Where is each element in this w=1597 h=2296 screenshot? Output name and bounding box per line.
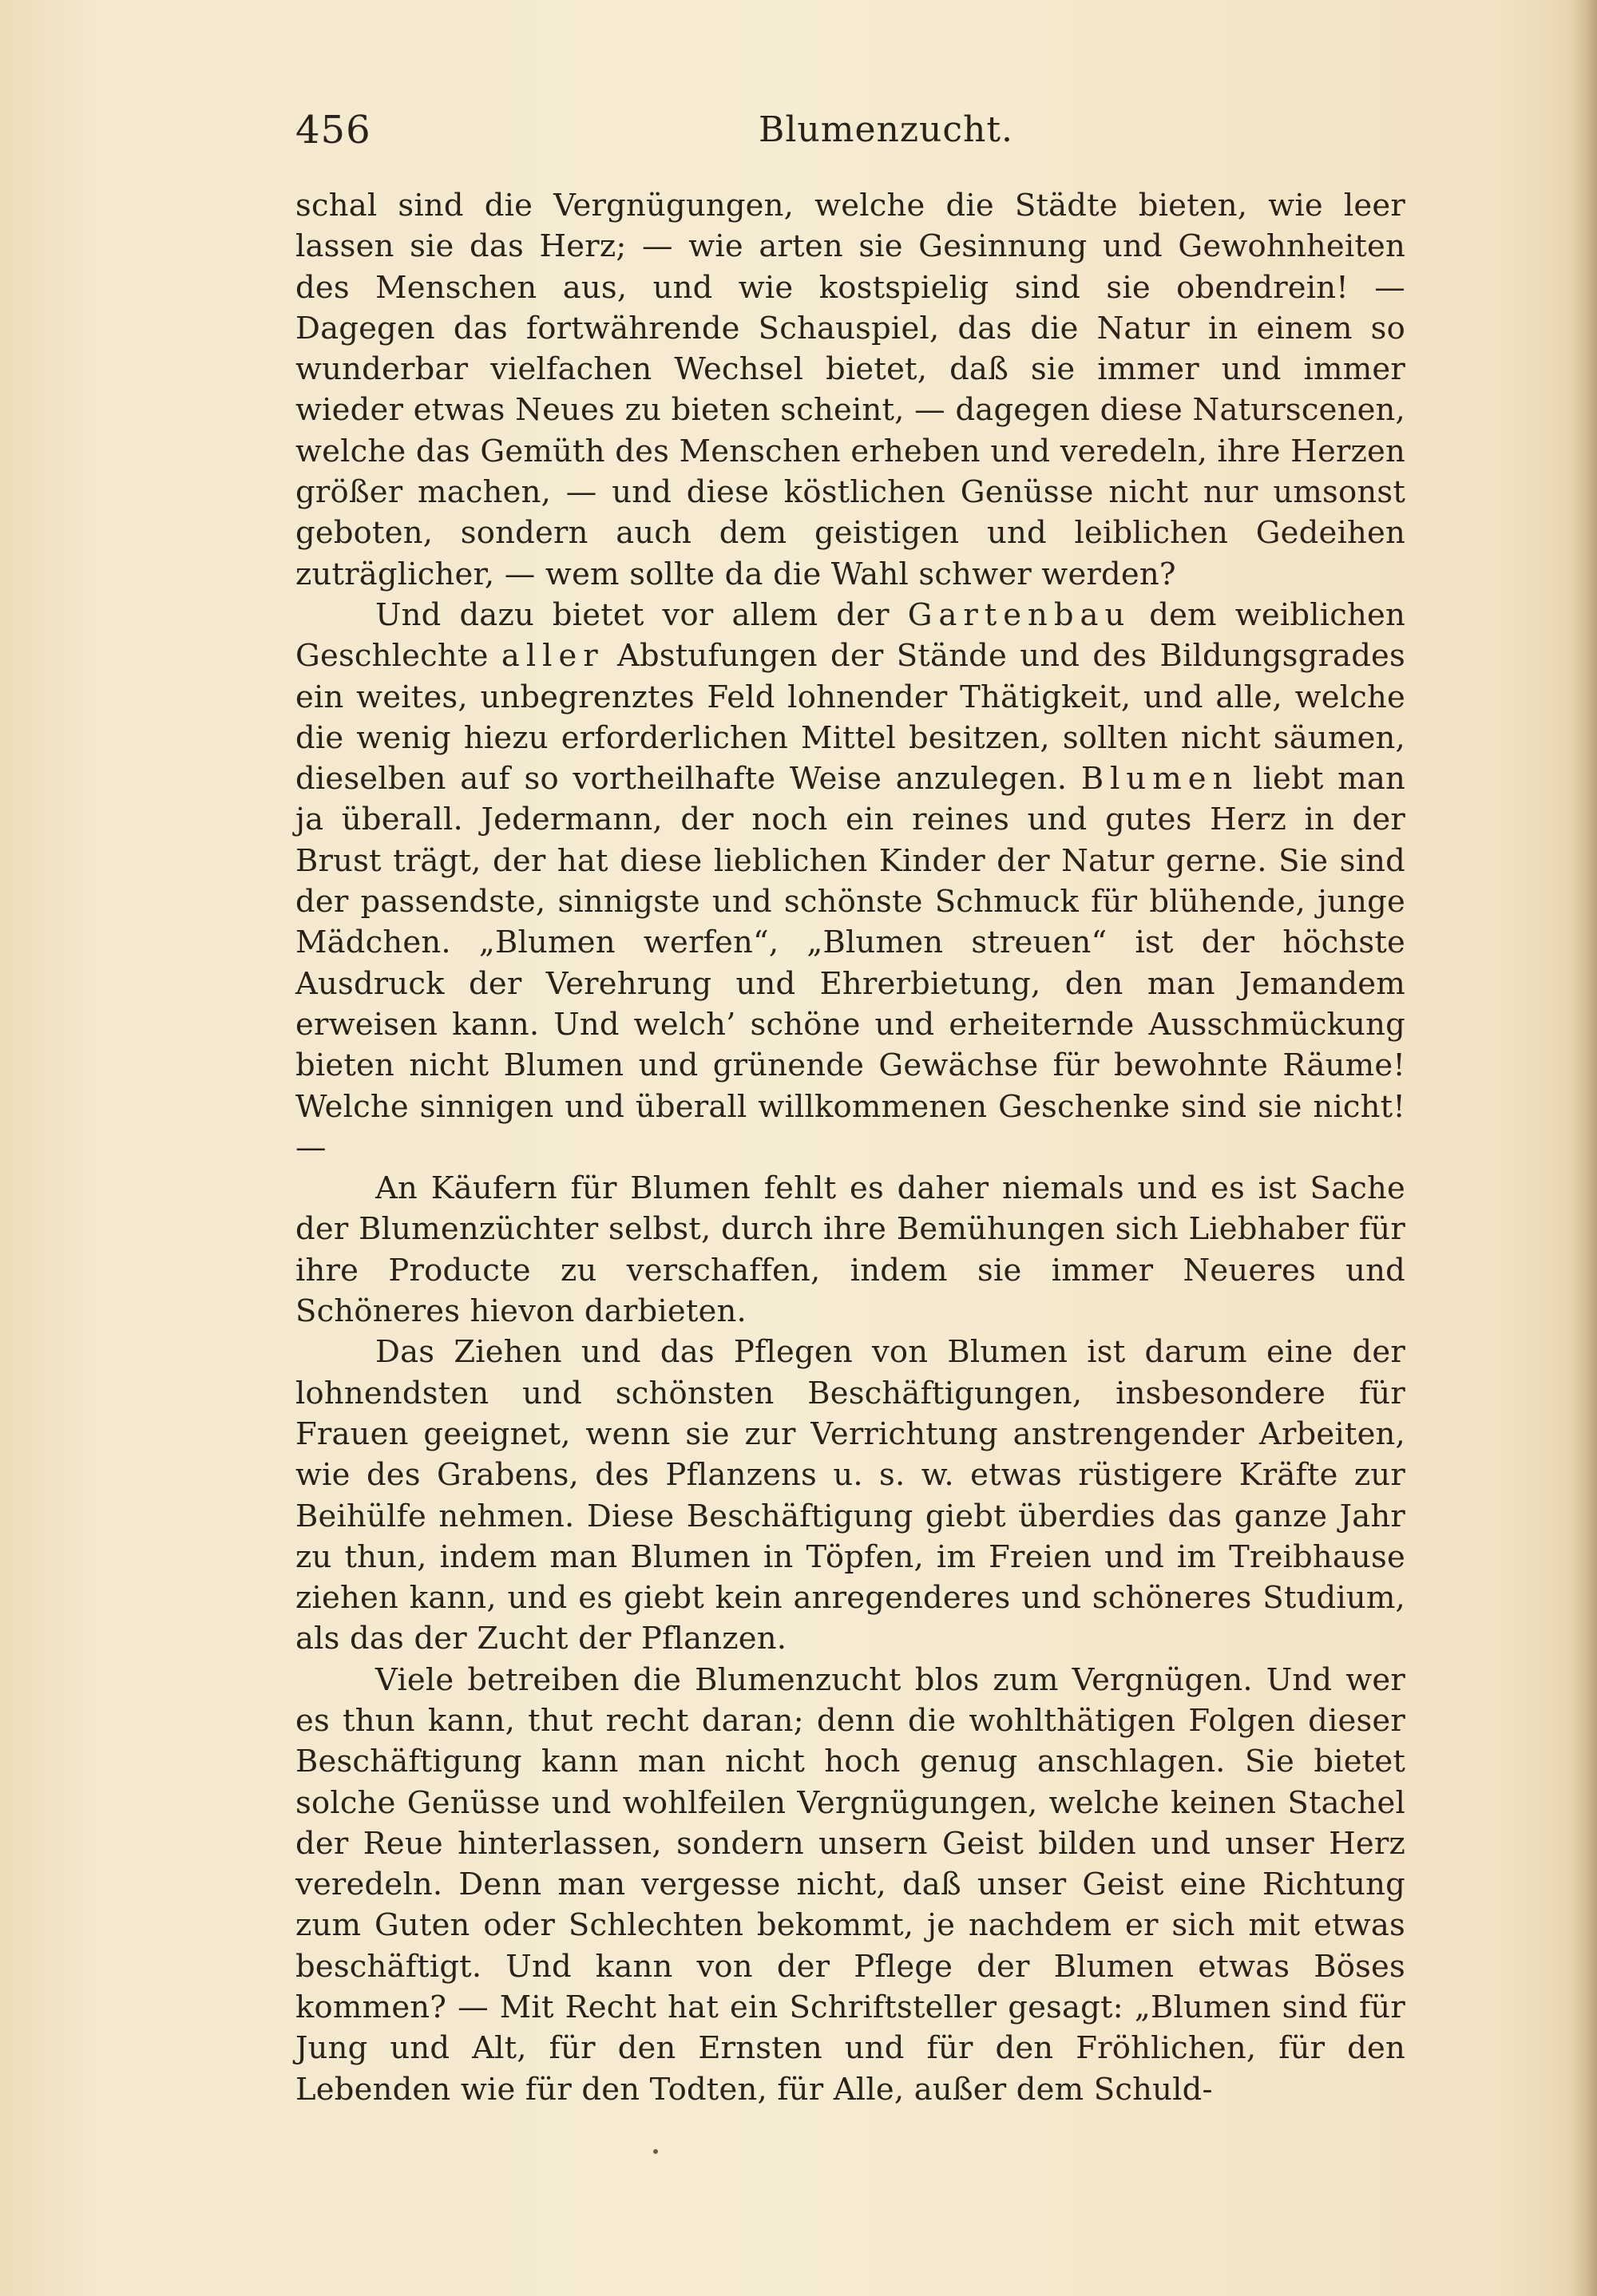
- text-run: liebt man ja überall. Jedermann, der noch ein reines und gutes Herz in der Brust trägt, der hat diese lieblichen Kinder der Natur gerne. Sie sind der passendste, sinnigste und schönste Schmuck für blühende, junge Mädchen. „Blumen werfen“, „Blumen streuen“ ist der höchste Ausdruck der Verehrung und Ehrerbietung, den man Jemandem erweisen kann. Und welch’ schöne und erheiternde Ausschmückung bieten nicht Blumen und grünende Gewächse für bewohnte Räume! Welche sinnigen und überall willkommenen Geschenke sind sie nicht! —: [295, 761, 1406, 1166]
- text-run: An Käufern für Blumen fehlt es daher niemals und es ist Sache der Blumenzüchter selbst, durch ihre Bemühungen sich Liebhaber für ihre Producte zu verschaffen, indem sie immer Neueres und Schöneres hievon darbieten.: [295, 1170, 1405, 1330]
- body-text: [295, 185, 1405, 2110]
- emphasized-text: Blumen: [1080, 761, 1239, 798]
- print-speck: [653, 2149, 658, 2154]
- text-run: Und dazu bietet vor allem der: [375, 596, 908, 633]
- emphasized-text: Gartenbau: [907, 596, 1131, 633]
- paragraph: [295, 185, 1405, 595]
- text-run: schal sind die Vergnügungen, welche die Städte bieten, wie leer lassen sie das Herz; — wie arten sie Gesinnung und Gewohnheiten des Menschen aus, und wie kostspielig sind sie obendrein! — Dagegen das fortwährende Schauspiel, das die Natur in einem so wunderbar vielfachen Wechsel bietet, daß sie immer und immer wieder etwas Neues zu bieten scheint, — dagegen diese Naturscenen, welche das Gemüth des Menschen erheben und veredeln, ihre Herzen größer machen, — und diese köstlichen Genüsse nicht nur umsonst geboten, sondern auch dem geistigen und leiblichen Gedeihen zuträglicher, — wem sollte da die Wahl schwer werden?: [295, 188, 1405, 592]
- page-number: 456: [295, 108, 371, 152]
- text-run: dem weiblichen Geschlechte: [295, 596, 1405, 675]
- page-edge-shadow: [1568, 0, 1597, 2296]
- text-run: Viele betreiben die Blumenzucht blos zum Vergnügen. Und wer es thun kann, thut recht daran; denn die wohlthätigen Folgen dieser Beschäftigung kann man nicht hoch genug anschlagen. Sie bietet solche Genüsse und wohlfeilen Vergnügungen, welche keinen Stachel der Reue hinterlassen, sondern unsern Geist bilden und unser Herz veredeln. Denn man vergesse nicht, daß unser Geist eine Richtung zum Guten oder Schlechten bekommt, je nachdem er sich mit etwas beschäftigt. Und kann von der Pflege der Blumen etwas Böses kommen? — Mit Recht hat ein Schriftsteller gesagt: „Blumen sind für Jung und Alt, für den Ernsten und für den Fröhlichen, für den Lebenden wie für den Todten, für Alle, außer dem Schuld-: [295, 1661, 1405, 2108]
- emphasized-text: aller: [501, 638, 604, 675]
- paragraph: [295, 1168, 1405, 1332]
- text-run: Das Ziehen und das Pflegen von Blumen ist darum eine der lohnendsten und schönsten Beschäftigungen, insbesondere für Frauen geeignet, wenn sie zur Verrichtung anstrengender Arbeiten, wie des Grabens, des Pflanzens u. s. w. etwas rüstigere Kräfte zur Beihülfe nehmen. Diese Beschäftigung giebt überdies das ganze Jahr zu thun, indem man Blumen in Töpfen, im Freien und im Treibhause ziehen kann, und es giebt kein anregenderes und schöneres Studium, als das der Zucht der Pflanzen.: [295, 1334, 1405, 1657]
- text-run: Abstufungen der Stände und des Bildungsgrades ein weites, unbegrenztes Feld lohnender Thätigkeit, und alle, welche die wenig hiezu erforderlichen Mittel besitzen, sollten nicht säumen, dieselben auf so vortheilhafte Weise anzulegen.: [295, 638, 1405, 798]
- paragraph: [295, 595, 1405, 1168]
- page-header: [295, 102, 1405, 158]
- paragraph: [295, 1660, 1405, 2110]
- running-title: Blumenzucht.: [759, 109, 1014, 150]
- paragraph: [295, 1332, 1405, 1659]
